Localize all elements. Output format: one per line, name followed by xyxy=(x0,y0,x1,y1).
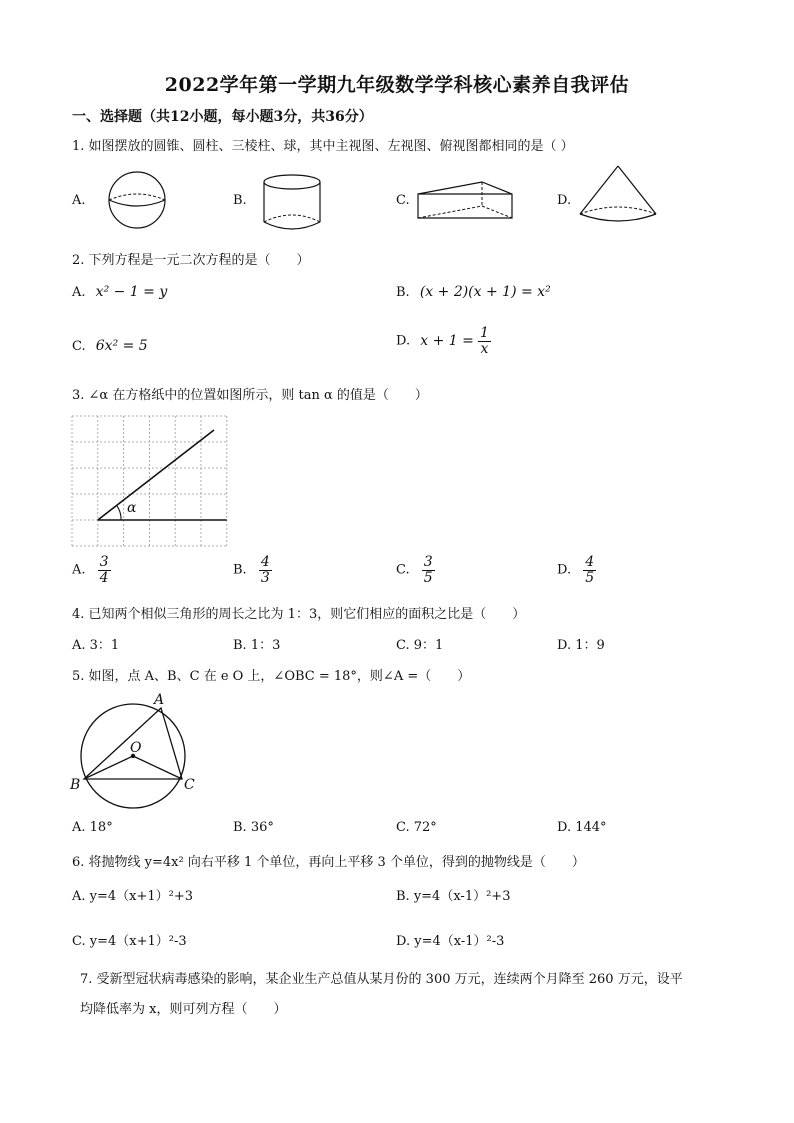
q4-option-b: B. 1：3 xyxy=(233,638,281,653)
q3-option-c-label: C. xyxy=(396,562,410,578)
question-3-stem: 3. ∠α 在方格纸中的位置如图所示，则 tan α 的值是（ ） xyxy=(72,388,428,403)
q3-option-d-label: D. xyxy=(557,562,572,578)
fraction-denominator: 3 xyxy=(260,569,270,586)
question-5-stem: 5. 如图，点 A、B、C 在 e O 上，∠OBC = 18°，则∠A =（ ） xyxy=(72,669,471,684)
q5-option-a: A. 18° xyxy=(72,820,113,835)
q6-option-c: C. y=4（x+1）²-3 xyxy=(72,934,187,949)
cone-figure xyxy=(576,164,660,230)
q3-option-c xyxy=(396,555,435,585)
fraction-denominator: 4 xyxy=(99,569,109,586)
q4-option-a: A. 3：1 xyxy=(72,638,120,653)
section-heading: 一、选择题（共12小题，每小题3分，共36分） xyxy=(72,109,373,125)
point-a-label: A xyxy=(154,692,165,708)
question-4-stem: 4. 已知两个相似三角形的周长之比为 1：3，则它们相应的面积之比是（ ） xyxy=(72,607,526,622)
q3-option-a xyxy=(72,555,111,585)
q3-option-d-fraction xyxy=(583,555,596,585)
page-title: 2022学年第一学期九年级数学学科核心素养自我评估 xyxy=(164,74,630,96)
q4-option-d: D. 1：9 xyxy=(557,638,605,653)
q2-option-d-label: D. xyxy=(396,333,411,349)
point-c-label: C xyxy=(184,777,195,793)
point-b-label: B xyxy=(70,777,81,793)
q2-option-d xyxy=(396,326,491,356)
q1-option-c-label: C. xyxy=(396,193,410,208)
q2-option-c xyxy=(72,338,148,354)
q3-option-b-label: B. xyxy=(233,562,247,578)
q1-option-d-label: D. xyxy=(557,193,572,208)
fraction-numerator: 3 xyxy=(99,554,109,570)
fraction-numerator: 3 xyxy=(423,554,433,570)
q3-option-a-fraction xyxy=(98,555,111,585)
q5-option-b: B. 36° xyxy=(233,820,274,835)
q3-option-a-label: A. xyxy=(72,562,86,578)
question-7-line-2: 均降低率为 x，则可列方程（ ） xyxy=(80,1002,287,1017)
question-2-stem: 2. 下列方程是一元二次方程的是（ ） xyxy=(72,253,310,268)
cylinder-figure xyxy=(260,172,324,234)
q2-option-d-fraction xyxy=(478,326,491,356)
fraction-denominator: 5 xyxy=(585,569,595,586)
q3-option-d xyxy=(557,555,596,585)
q2-option-a-label: A. xyxy=(72,285,86,300)
circle-triangle-figure xyxy=(70,690,200,820)
fraction-numerator: 4 xyxy=(585,554,595,570)
q6-option-b: B. y=4（x-1）²+3 xyxy=(396,889,511,904)
q2-option-b-expr: (x + 2)(x + 1) = x² xyxy=(419,284,551,300)
q3-option-b xyxy=(233,555,272,585)
q2-option-b xyxy=(396,284,551,300)
question-6-stem: 6. 将抛物线 y=4x² 向右平移 1 个单位，再向上平移 3 个单位，得到的抛物线是（ ） xyxy=(72,855,585,870)
q2-option-a-expr: x² − 1 = y xyxy=(95,284,168,300)
question-1-stem: 1. 如图摆放的圆锥、圆柱、三棱柱、球，其中主视图、左视图、俯视图都相同的是（ ） xyxy=(72,139,574,154)
q5-option-d: D. 144° xyxy=(557,820,607,835)
q2-option-d-expr: x + 1 = xyxy=(420,333,474,350)
sphere-figure xyxy=(102,170,172,230)
q6-option-a: A. y=4（x+1）²+3 xyxy=(72,889,194,904)
fraction-numerator: 4 xyxy=(260,554,270,570)
triangular-prism-figure xyxy=(414,178,518,224)
fraction-denominator: 5 xyxy=(423,569,433,586)
q2-option-b-label: B. xyxy=(396,285,410,300)
grid-angle-figure xyxy=(72,416,228,548)
q1-option-b-label: B. xyxy=(233,193,247,208)
q6-option-d: D. y=4（x-1）²-3 xyxy=(396,934,505,949)
q2-option-c-label: C. xyxy=(72,339,86,354)
q1-option-a-label: A. xyxy=(72,193,86,208)
fraction-numerator: 1 xyxy=(480,325,489,341)
question-7-line-1: 7. 受新型冠状病毒感染的影响，某企业生产总值从某月份的 300 万元，连续两个月降至 260 万元，设平 xyxy=(80,972,683,987)
q3-option-b-fraction xyxy=(259,555,272,585)
q4-option-c: C. 9：1 xyxy=(396,638,444,653)
q2-option-a xyxy=(72,284,167,300)
fraction-denominator: x xyxy=(480,340,489,357)
q2-option-c-expr: 6x² = 5 xyxy=(95,338,148,354)
point-o-label: O xyxy=(130,740,142,756)
q5-option-c: C. 72° xyxy=(396,820,437,835)
angle-alpha-label: α xyxy=(127,500,137,516)
q3-option-c-fraction xyxy=(422,555,435,585)
